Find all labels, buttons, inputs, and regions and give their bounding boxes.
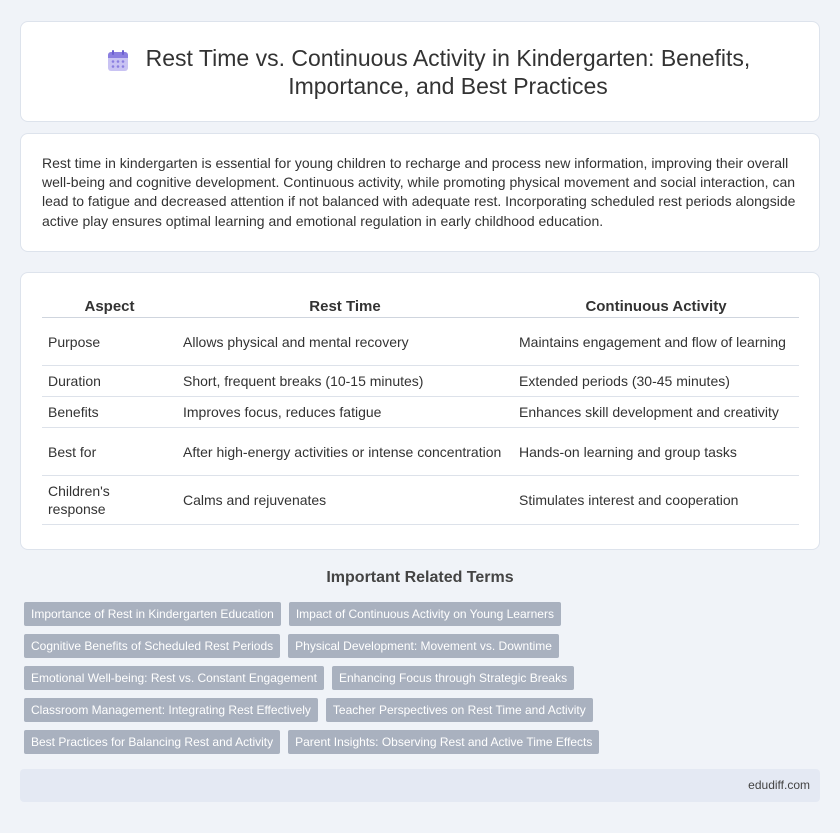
related-term-tag[interactable]: Classroom Management: Integrating Rest Effectively [24, 698, 318, 722]
intro-paragraph: Rest time in kindergarten is essential for young children to recharge and process new information, improving their overall well-being and cognitive development. Continuous activity, while promoting physical movement and social interaction, can lead to fatigue and decreased attention if not balanced with adequate rest. Incorporating scheduled rest periods alongside active play ensures optimal learning and emotional regulation in early childhood education. [42, 155, 796, 229]
table-cell: Maintains engagement and flow of learning [513, 318, 799, 366]
table-cell: Purpose [42, 318, 177, 366]
table-row [42, 318, 799, 366]
table-row [42, 476, 799, 525]
comparison-table-card [20, 272, 820, 550]
footer [20, 769, 820, 802]
related-term-tag[interactable]: Cognitive Benefits of Scheduled Rest Periods [24, 634, 280, 658]
header-continuous-activity: Continuous Activity [513, 295, 799, 318]
title-card [20, 21, 820, 122]
table-row [42, 428, 799, 476]
table-cell: Children's response [42, 476, 177, 525]
header-rest-time: Rest Time [177, 295, 513, 318]
related-term-tag[interactable]: Teacher Perspectives on Rest Time and Activity [326, 698, 593, 722]
comparison-table [42, 295, 799, 525]
table-cell: Best for [42, 428, 177, 476]
table-cell: Improves focus, reduces fatigue [177, 397, 513, 428]
header-aspect: Aspect [42, 295, 177, 318]
related-term-tag[interactable]: Impact of Continuous Activity on Young Learners [289, 602, 561, 626]
table-header-row [42, 295, 799, 318]
related-terms-list [24, 602, 814, 754]
table-cell: Calms and rejuvenates [177, 476, 513, 525]
table-cell: Allows physical and mental recovery [177, 318, 513, 366]
page-title: Rest Time vs. Continuous Activity in Kindergarten: Benefits, Importance, and Best Practices [145, 44, 751, 99]
table-cell: Extended periods (30-45 minutes) [513, 366, 799, 397]
table-cell: Duration [42, 366, 177, 397]
table-cell: Hands-on learning and group tasks [513, 428, 799, 476]
intro-card [20, 133, 820, 252]
related-term-tag[interactable]: Best Practices for Balancing Rest and Activity [24, 730, 280, 754]
related-term-tag[interactable]: Enhancing Focus through Strategic Breaks [332, 666, 574, 690]
table-row [42, 397, 799, 428]
table-row [42, 366, 799, 397]
table-cell: Benefits [42, 397, 177, 428]
related-term-tag[interactable]: Parent Insights: Observing Rest and Active Time Effects [288, 730, 599, 754]
related-term-tag[interactable]: Emotional Well-being: Rest vs. Constant Engagement [24, 666, 324, 690]
footer-site-link[interactable]: edudiff.com [748, 778, 810, 792]
table-cell: Short, frequent breaks (10-15 minutes) [177, 366, 513, 397]
table-cell: Enhances skill development and creativity [513, 397, 799, 428]
table-cell: Stimulates interest and cooperation [513, 476, 799, 525]
related-term-tag[interactable]: Physical Development: Movement vs. Downtime [288, 634, 559, 658]
related-term-tag[interactable]: Importance of Rest in Kindergarten Education [24, 602, 281, 626]
related-terms-heading: Important Related Terms [326, 569, 514, 586]
table-cell: After high-energy activities or intense concentration [177, 428, 513, 476]
